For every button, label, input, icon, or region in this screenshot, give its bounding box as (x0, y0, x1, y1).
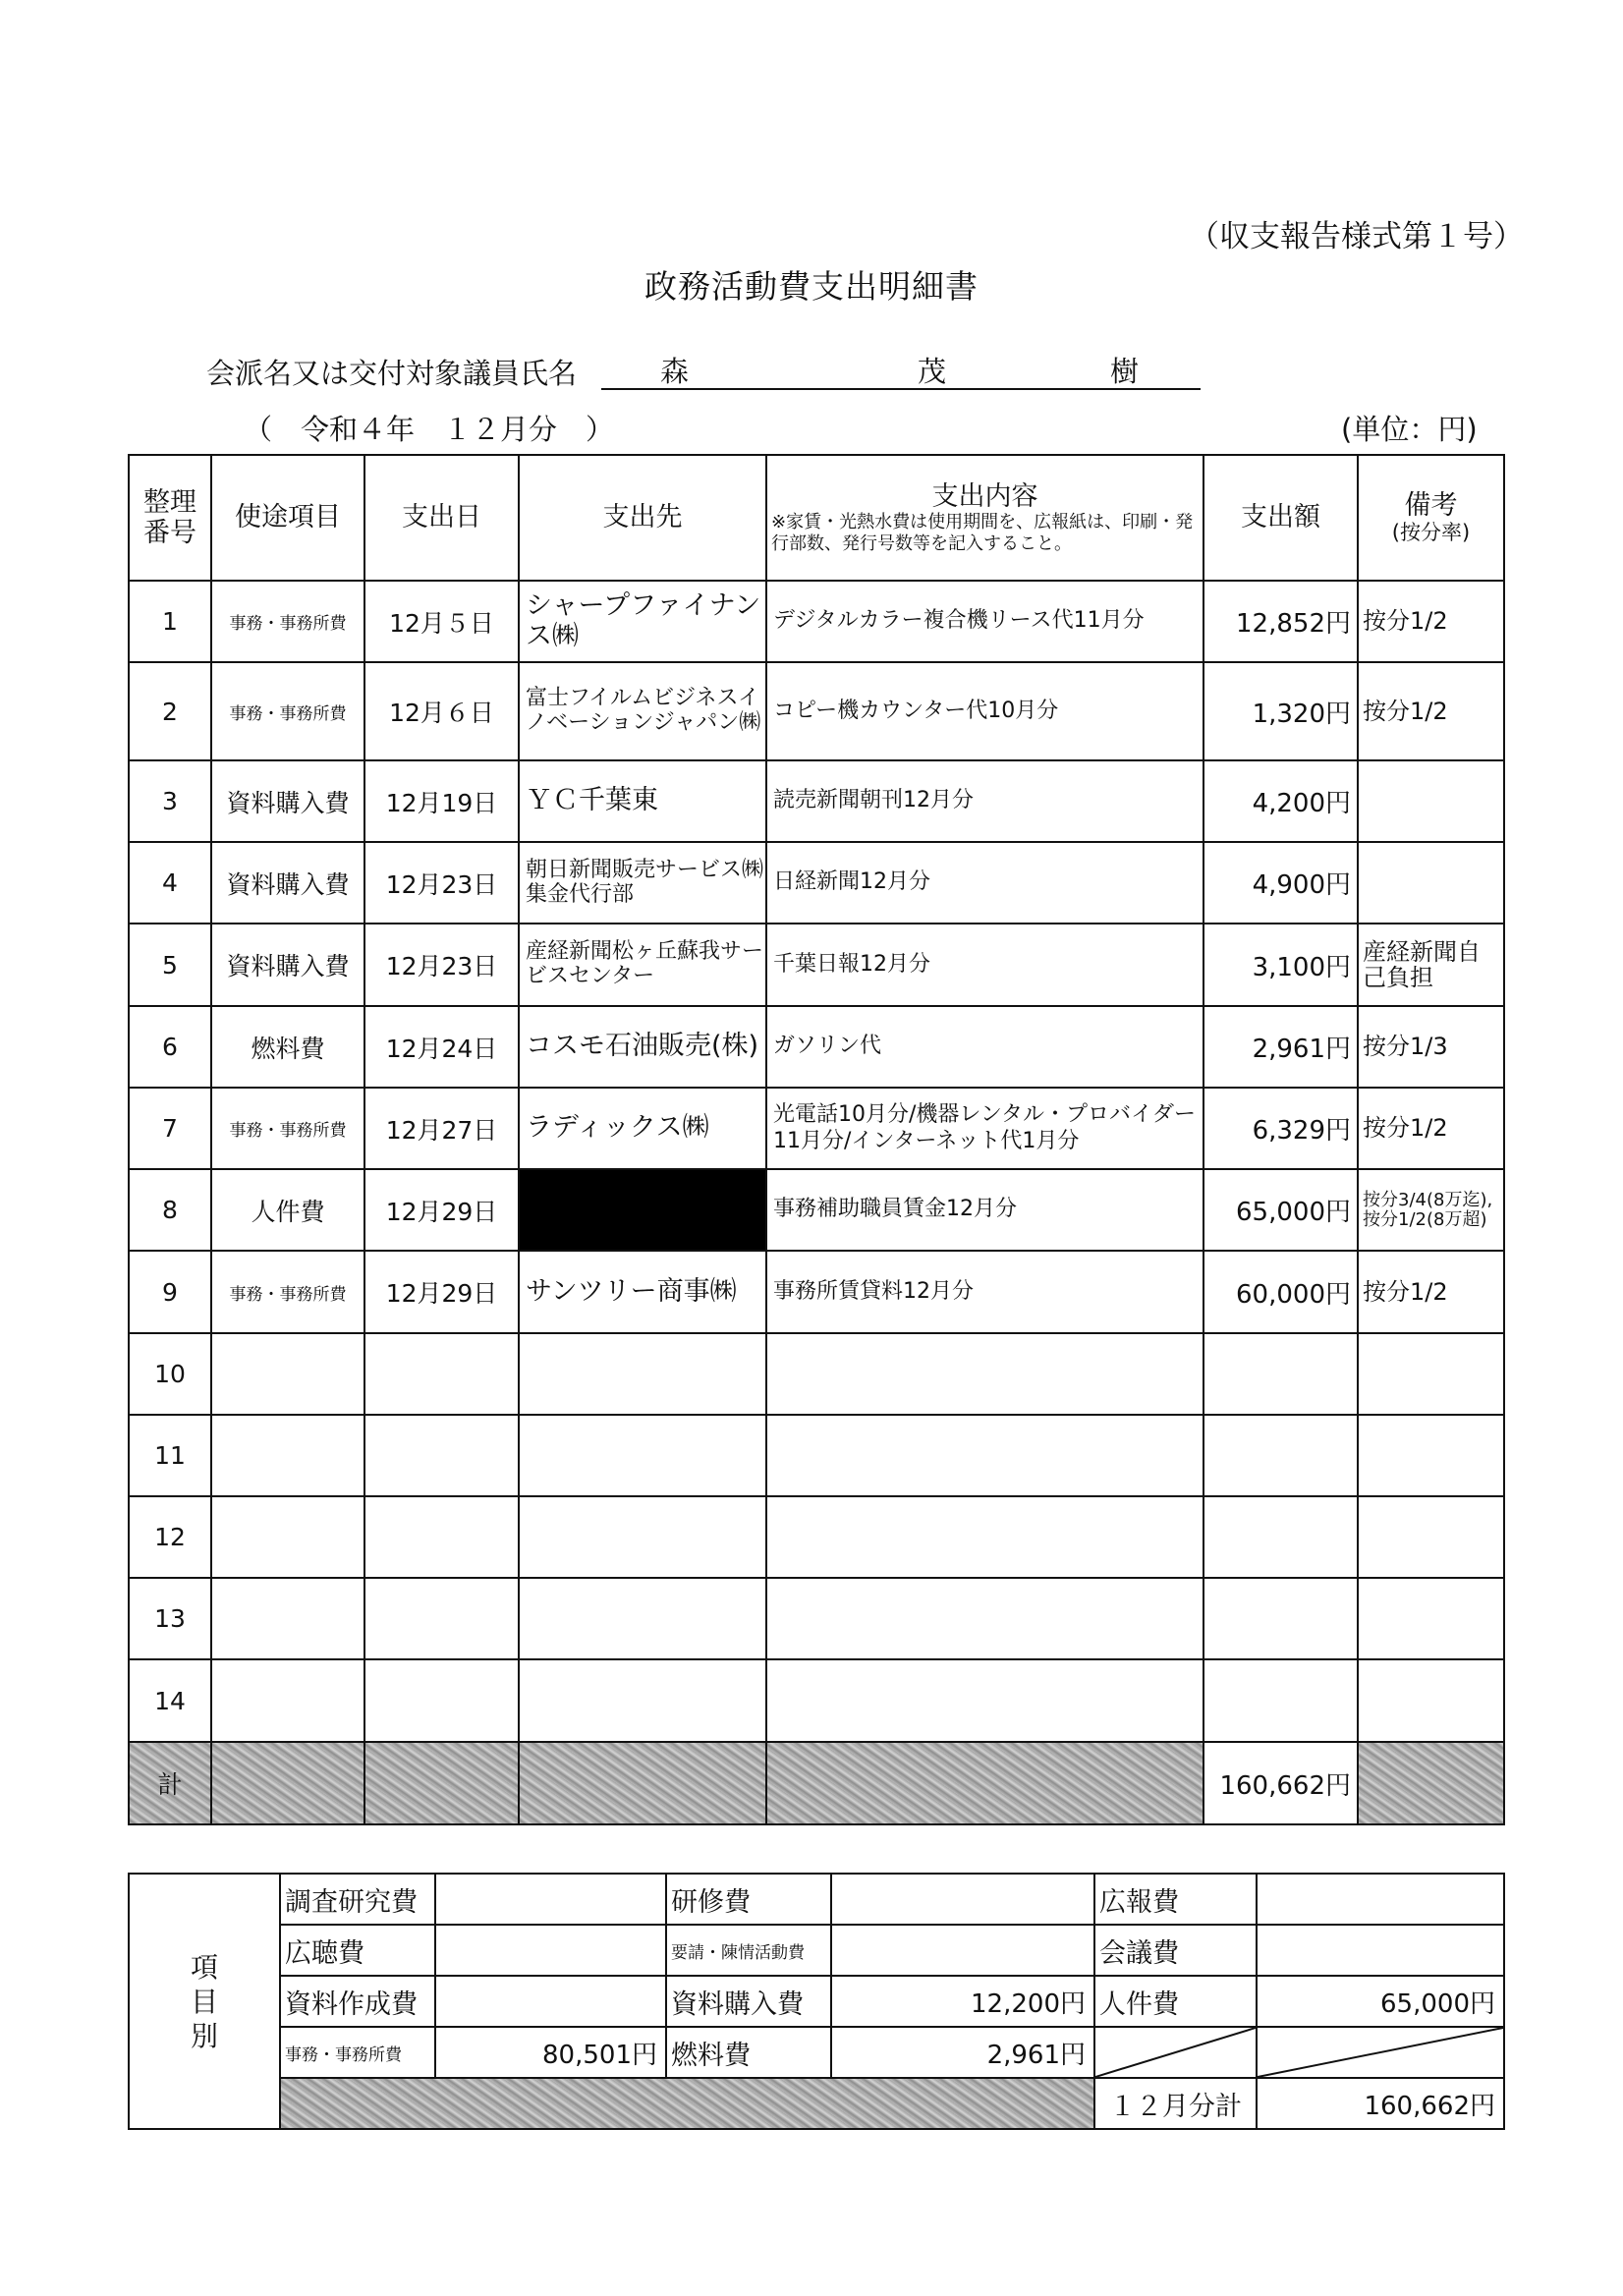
row-content (766, 1415, 1203, 1496)
row-remarks (1358, 760, 1504, 842)
name-underline (601, 388, 1201, 390)
summary-value (1257, 1925, 1504, 1976)
row-no: 4 (129, 842, 211, 924)
row-no: 5 (129, 924, 211, 1006)
header-amount: 支出額 (1203, 455, 1358, 581)
row-category: 事務・事務所費 (211, 581, 364, 662)
redacted-payee (519, 1169, 766, 1251)
row-date: 12月29日 (364, 1169, 519, 1251)
row-payee (519, 1578, 766, 1659)
row-date: 12月27日 (364, 1088, 519, 1169)
row-remarks: 産経新聞自己負担 (1358, 924, 1504, 1006)
table-row (129, 1659, 1504, 1742)
header-remarks (1358, 455, 1504, 581)
summary-label: 要請・陳情活動費 (666, 1925, 831, 1976)
summary-value (1257, 1874, 1504, 1925)
row-category: 事務・事務所費 (211, 1088, 364, 1169)
summary-label: 資料作成費 (280, 1976, 435, 2027)
table-row (129, 924, 1504, 1006)
row-category (211, 1578, 364, 1659)
row-content: 事務所賃貸料12月分 (766, 1251, 1203, 1333)
summary-row (129, 1925, 1504, 1976)
row-content: ガソリン代 (766, 1006, 1203, 1088)
summary-label: 事務・事務所費 (280, 2027, 435, 2078)
header-remarks-sub: (按分率) (1391, 521, 1471, 545)
summary-value: 80,501円 (435, 2027, 666, 2078)
row-date: 12月29日 (364, 1251, 519, 1333)
row-payee: 朝日新聞販売サービス㈱集金代行部 (519, 842, 766, 924)
row-date (364, 1496, 519, 1578)
table-row (129, 1251, 1504, 1333)
row-amount: 65,000円 (1203, 1169, 1358, 1251)
summary-side-label: 項 目 別 (129, 1874, 280, 2129)
row-category (211, 1415, 364, 1496)
row-date (364, 1659, 519, 1742)
row-remarks (1358, 1496, 1504, 1578)
summary-label: 人件費 (1094, 1976, 1257, 2027)
row-content (766, 1659, 1203, 1742)
row-amount: 2,961円 (1203, 1006, 1358, 1088)
report-period: （ 令和４年 １２月分 ） (244, 413, 615, 446)
table-header-row (129, 455, 1504, 581)
row-content: 日経新聞12月分 (766, 842, 1203, 924)
row-remarks: 按分1/2 (1358, 662, 1504, 760)
header-no: 整理 番号 (129, 455, 211, 581)
row-remarks (1358, 1415, 1504, 1496)
row-no: 3 (129, 760, 211, 842)
summary-label: 研修費 (666, 1874, 831, 1925)
row-content: 読売新聞朝刊12月分 (766, 760, 1203, 842)
unit-label: (単位：円) (1341, 413, 1478, 446)
row-date: 12月23日 (364, 924, 519, 1006)
row-payee: サンツリー商事㈱ (519, 1251, 766, 1333)
month-total-value: 160,662円 (1257, 2078, 1504, 2129)
row-content (766, 1496, 1203, 1578)
row-remarks (1358, 842, 1504, 924)
row-payee: シャープファイナンス㈱ (519, 581, 766, 662)
category-summary-table (128, 1873, 1505, 2130)
summary-row (129, 2027, 1504, 2078)
summary-value (831, 1874, 1094, 1925)
row-amount (1203, 1578, 1358, 1659)
table-row (129, 1169, 1504, 1251)
shaded-cell (1358, 1742, 1504, 1824)
row-category: 資料購入費 (211, 760, 364, 842)
shaded-cell (280, 2078, 1094, 2129)
row-payee: 富士フイルムビジネスイノベーションジャパン㈱ (519, 662, 766, 760)
row-content: 光電話10月分/機器レンタル・プロバイダー11月分/インターネット代1月分 (766, 1088, 1203, 1169)
document-title: 政務活動費支出明細書 (644, 267, 979, 306)
row-content: 事務補助職員賃金12月分 (766, 1169, 1203, 1251)
diagonal-strike (1258, 2028, 1503, 2077)
row-remarks (1358, 1659, 1504, 1742)
row-amount: 12,852円 (1203, 581, 1358, 662)
row-date: 12月24日 (364, 1006, 519, 1088)
row-content: デジタルカラー複合機リース代11月分 (766, 581, 1203, 662)
summary-label: 調査研究費 (280, 1874, 435, 1925)
total-row (129, 1742, 1504, 1824)
summary-label: 広報費 (1094, 1874, 1257, 1925)
row-date (364, 1333, 519, 1415)
row-amount (1203, 1659, 1358, 1742)
row-amount (1203, 1415, 1358, 1496)
row-date: 12月23日 (364, 842, 519, 924)
row-amount: 4,200円 (1203, 760, 1358, 842)
row-date (364, 1578, 519, 1659)
header-content (766, 455, 1203, 581)
row-payee: コスモ石油販売(株) (519, 1006, 766, 1088)
summary-row (129, 1874, 1504, 1925)
header-payee: 支出先 (519, 455, 766, 581)
row-remarks: 按分3/4(8万迄),按分1/2(8万超) (1358, 1169, 1504, 1251)
row-category: 資料購入費 (211, 924, 364, 1006)
summary-label: 資料購入費 (666, 1976, 831, 2027)
shaded-cell (364, 1742, 519, 1824)
shaded-cell (211, 1742, 364, 1824)
summary-value (435, 1874, 666, 1925)
row-no: 12 (129, 1496, 211, 1578)
row-payee: ＹＣ千葉東 (519, 760, 766, 842)
table-row (129, 1415, 1504, 1496)
row-no: 10 (129, 1333, 211, 1415)
row-no: 6 (129, 1006, 211, 1088)
row-amount (1203, 1496, 1358, 1578)
member-name-char: 樹 (1110, 355, 1140, 388)
row-amount (1203, 1333, 1358, 1415)
row-date: 12月５日 (364, 581, 519, 662)
row-category: 事務・事務所費 (211, 662, 364, 760)
row-no: 8 (129, 1169, 211, 1251)
row-date: 12月19日 (364, 760, 519, 842)
row-remarks: 按分1/2 (1358, 1251, 1504, 1333)
row-content (766, 1333, 1203, 1415)
summary-label: 会議費 (1094, 1925, 1257, 1976)
shaded-cell (766, 1742, 1203, 1824)
row-payee: 産経新聞松ヶ丘蘇我サービスセンター (519, 924, 766, 1006)
row-no: 14 (129, 1659, 211, 1742)
row-no: 13 (129, 1578, 211, 1659)
member-name-char: 森 (660, 355, 690, 388)
row-category: 事務・事務所費 (211, 1251, 364, 1333)
row-amount: 4,900円 (1203, 842, 1358, 924)
summary-total-row (129, 2078, 1504, 2129)
total-label: 計 (129, 1742, 211, 1824)
row-no: 2 (129, 662, 211, 760)
shaded-cell (519, 1742, 766, 1824)
summary-value (831, 1925, 1094, 1976)
row-content: 千葉日報12月分 (766, 924, 1203, 1006)
table-row (129, 662, 1504, 760)
table-row (129, 1088, 1504, 1169)
table-row (129, 842, 1504, 924)
row-no: 7 (129, 1088, 211, 1169)
row-remarks (1358, 1578, 1504, 1659)
row-payee: ラディックス㈱ (519, 1088, 766, 1169)
member-name-label: 会派名又は交付対象議員氏名 (206, 357, 578, 390)
summary-value: 12,200円 (831, 1976, 1094, 2027)
row-payee (519, 1496, 766, 1578)
form-number: （収支報告様式第１号） (1189, 219, 1524, 254)
month-total-label: １２月分計 (1094, 2078, 1257, 2129)
row-remarks: 按分1/2 (1358, 581, 1504, 662)
total-amount: 160,662円 (1203, 1742, 1358, 1824)
row-no: 1 (129, 581, 211, 662)
member-name-char: 茂 (918, 355, 947, 388)
summary-label: 燃料費 (666, 2027, 831, 2078)
table-row (129, 1333, 1504, 1415)
row-category: 燃料費 (211, 1006, 364, 1088)
diagonal-strike (1095, 2028, 1256, 2077)
crossed-out-cell (1257, 2027, 1504, 2078)
row-content (766, 1578, 1203, 1659)
summary-value (435, 1976, 666, 2027)
row-no: 11 (129, 1415, 211, 1496)
row-category: 人件費 (211, 1169, 364, 1251)
row-amount: 6,329円 (1203, 1088, 1358, 1169)
header-category: 使途項目 (211, 455, 364, 581)
row-date: 12月６日 (364, 662, 519, 760)
row-payee (519, 1415, 766, 1496)
row-payee (519, 1333, 766, 1415)
table-row (129, 1578, 1504, 1659)
row-amount: 1,320円 (1203, 662, 1358, 760)
row-remarks: 按分1/3 (1358, 1006, 1504, 1088)
row-amount: 60,000円 (1203, 1251, 1358, 1333)
table-row (129, 1496, 1504, 1578)
row-category: 資料購入費 (211, 842, 364, 924)
header-date: 支出日 (364, 455, 519, 581)
row-remarks (1358, 1333, 1504, 1415)
row-category (211, 1496, 364, 1578)
row-content: コピー機カウンター代10月分 (766, 662, 1203, 760)
row-amount: 3,100円 (1203, 924, 1358, 1006)
table-row (129, 581, 1504, 662)
expense-table (128, 454, 1505, 1825)
summary-value: 2,961円 (831, 2027, 1094, 2078)
summary-label: 広聴費 (280, 1925, 435, 1976)
row-no: 9 (129, 1251, 211, 1333)
table-row (129, 760, 1504, 842)
header-content-note: ※家賃・光熱水費は使用期間を、広報紙は、印刷・発行部数、発行号数等を記入すること。 (771, 511, 1194, 554)
table-row (129, 1006, 1504, 1088)
header-content-label: 支出内容 (931, 480, 1038, 512)
row-date (364, 1415, 519, 1496)
summary-row (129, 1976, 1504, 2027)
crossed-out-cell (1094, 2027, 1257, 2078)
summary-value (435, 1925, 666, 1976)
summary-value: 65,000円 (1257, 1976, 1504, 2027)
row-payee (519, 1659, 766, 1742)
header-remarks-label: 備考 (1404, 490, 1458, 522)
row-remarks: 按分1/2 (1358, 1088, 1504, 1169)
row-category (211, 1659, 364, 1742)
row-category (211, 1333, 364, 1415)
